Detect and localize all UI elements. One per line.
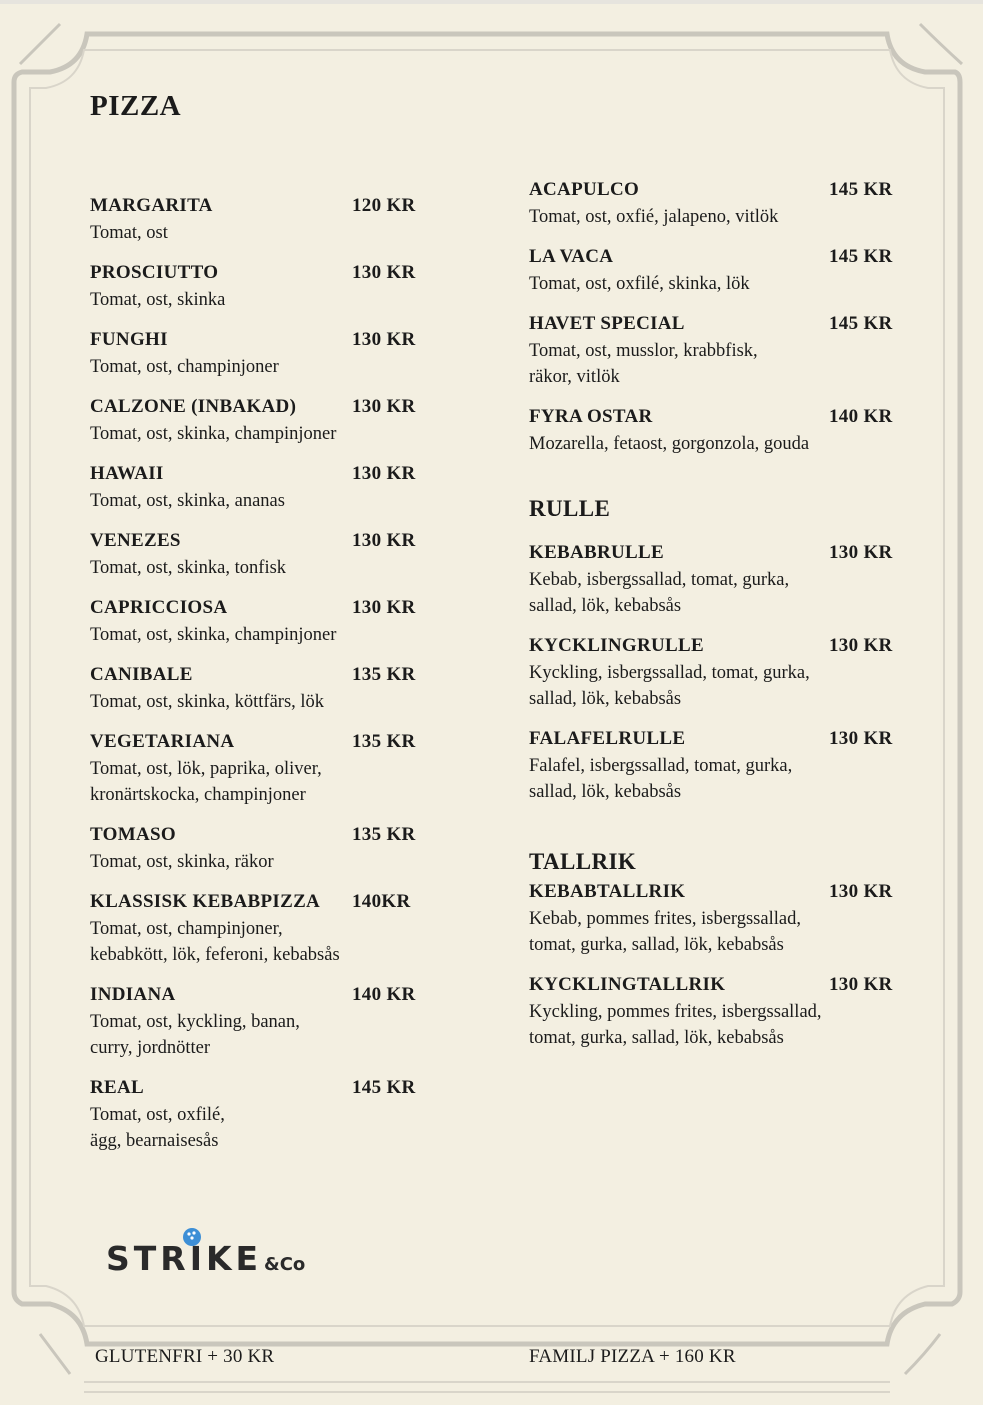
menu-item-description: Kyckling, pommes frites, isbergssallad, tomat, gurka, sallad, lök, kebabsås [529,1002,822,1048]
menu-item-header [90,1076,462,1100]
menu-item-price: 130 KR [829,728,893,749]
menu-item-description: Tomat, ost, skinka, ananas [90,491,285,511]
menu-item-price: 130 KR [352,463,416,484]
menu-item-description: Tomat, ost, skinka, champinjoner [90,625,337,645]
menu-item-header [90,395,462,419]
menu-item-price: 130 KR [829,542,893,563]
menu-item-price: 130 KR [352,262,416,283]
menu-item-name: REAL [90,1077,144,1098]
menu-item-name: CANIBALE [90,664,193,685]
menu-item-description: Tomat, ost, kyckling, banan, curry, jordnötter [90,1012,300,1058]
menu-item-description: Tomat, ost, skinka, köttfärs, lök [90,692,325,712]
footer-glutenfree: GLUTENFRI + 30 KR [95,1346,275,1367]
menu-item-header [90,529,462,553]
menu-item-description: Tomat, ost [90,223,168,243]
menu-item-price: 130 KR [352,396,416,417]
menu-item-name: KEBABRULLE [529,542,664,563]
menu-item [90,890,462,968]
logo-text: STRIKE [106,1239,263,1278]
menu-item-name: TOMASO [90,824,176,845]
menu-item-header [529,245,901,269]
menu-item-header [90,890,462,914]
tallrik-list [529,880,901,1066]
menu-item [90,596,462,648]
menu-item [90,823,462,875]
menu-item [90,194,462,246]
menu-item-name: CALZONE (INBAKAD) [90,396,297,417]
menu-item-header [90,823,462,847]
menu-item-description: Tomat, ost, skinka [90,290,226,310]
menu-item-header [90,596,462,620]
menu-item-header [90,261,462,285]
menu-item [90,328,462,380]
menu-item-price: 130 KR [829,635,893,656]
menu-item [90,730,462,808]
menu-item-price: 140 KR [352,984,416,1005]
menu-item-description: Tomat, ost, champinjoner [90,357,279,377]
menu-item-description: Tomat, ost, oxfié, jalapeno, vitlök [529,207,779,227]
menu-item-name: INDIANA [90,984,176,1005]
menu-item-name: HAWAII [90,463,164,484]
menu-item-header [90,663,462,687]
menu-item [529,973,901,1051]
menu-item-header [529,634,901,658]
menu-item-description: Tomat, ost, musslor, krabbfisk, räkor, vitlök [529,341,758,387]
menu-item-name: KYCKLINGRULLE [529,635,704,656]
menu-item-description: Tomat, ost, skinka, champinjoner [90,424,337,444]
menu-item-description: Kebab, pommes frites, isbergssallad, tomat, gurka, sallad, lök, kebabsås [529,909,801,955]
menu-item-name: MARGARITA [90,195,213,216]
menu-item-header [529,178,901,202]
menu-item-name: KEBABTALLRIK [529,881,686,902]
menu-content [0,4,983,1409]
menu-item-header [529,880,901,904]
strike-logo [104,1222,314,1282]
menu-item-price: 135 KR [352,731,416,752]
menu-item-name: VENEZES [90,530,181,551]
menu-item-price: 135 KR [352,824,416,845]
page-title: PIZZA [90,90,182,122]
footer-family-pizza: FAMILJ PIZZA + 160 KR [529,1346,736,1367]
menu-item-name: FALAFELRULLE [529,728,686,749]
menu-item-description: Tomat, ost, oxfilé, skinka, lök [529,274,750,294]
menu-item [90,983,462,1061]
menu-item-price: 135 KR [352,664,416,685]
menu-item [529,312,901,390]
menu-item [90,261,462,313]
menu-item-price: 145 KR [829,246,893,267]
menu-item-header [90,983,462,1007]
menu-item [90,395,462,447]
menu-item-price: 120 KR [352,195,416,216]
menu-item-description: Kyckling, isbergssallad, tomat, gurka, sallad, lök, kebabsås [529,663,810,709]
menu-item-name: ACAPULCO [529,179,640,200]
menu-item-description: Tomat, ost, skinka, tonfisk [90,558,287,578]
menu-item [529,634,901,712]
section-title-tallrik: TALLRIK [529,849,637,874]
menu-item-name: KYCKLINGTALLRIK [529,974,726,995]
menu-item-name: HAVET SPECIAL [529,313,685,334]
menu-item-description: Mozarella, fetaost, gorgonzola, gouda [529,434,810,454]
menu-item [529,245,901,297]
menu-item [90,663,462,715]
menu-item-price: 130 KR [829,881,893,902]
menu-item-name: VEGETARIANA [90,731,235,752]
menu-item-description: Tomat, ost, oxfilé, ägg, bearnaisesås [90,1105,225,1151]
pizza-list-right [529,178,901,472]
menu-item-description: Kebab, isbergssallad, tomat, gurka, sallad, lök, kebabsås [529,570,790,616]
menu-item-price: 145 KR [829,313,893,334]
menu-item [529,541,901,619]
menu-item-description: Falafel, isbergssallad, tomat, gurka, sallad, lök, kebabsås [529,756,793,802]
menu-item-name: FYRA OSTAR [529,406,653,427]
menu-item-name: LA VACA [529,246,614,267]
menu-item-name: FUNGHI [90,329,168,350]
logo-suffix: &Co [264,1254,306,1275]
menu-item-description: Tomat, ost, champinjoner, kebabkött, lök, feferoni, kebabsås [90,919,340,965]
menu-item-name: CAPRICCIOSA [90,597,228,618]
menu-item-price: 130 KR [352,597,416,618]
menu-item-price: 130 KR [352,530,416,551]
menu-item-price: 145 KR [829,179,893,200]
pizza-list-left [90,194,462,1169]
menu-item [90,529,462,581]
menu-item [90,462,462,514]
section-title-rulle: RULLE [529,496,611,521]
menu-item-header [90,462,462,486]
menu-item-price: 140KR [352,891,411,912]
menu-item-header [529,312,901,336]
rulle-list [529,541,901,820]
menu-item-header [529,727,901,751]
menu-item-price: 130 KR [829,974,893,995]
menu-item-description: Tomat, ost, skinka, räkor [90,852,274,872]
menu-item [529,727,901,805]
menu-item-header [529,405,901,429]
menu-item-header [90,730,462,754]
menu-item-header [90,194,462,218]
menu-item [529,880,901,958]
menu-item-header [529,973,901,997]
menu-item-price: 140 KR [829,406,893,427]
menu-item-price: 145 KR [352,1077,416,1098]
menu-item-name: KLASSISK KEBABPIZZA [90,891,321,912]
menu-item-header [90,328,462,352]
menu-item-name: PROSCIUTTO [90,262,219,283]
menu-item-header [529,541,901,565]
menu-item [529,178,901,230]
menu-item [90,1076,462,1154]
menu-item-description: Tomat, ost, lök, paprika, oliver, kronärtskocka, champinjoner [90,759,322,805]
menu-item-price: 130 KR [352,329,416,350]
menu-item [529,405,901,457]
